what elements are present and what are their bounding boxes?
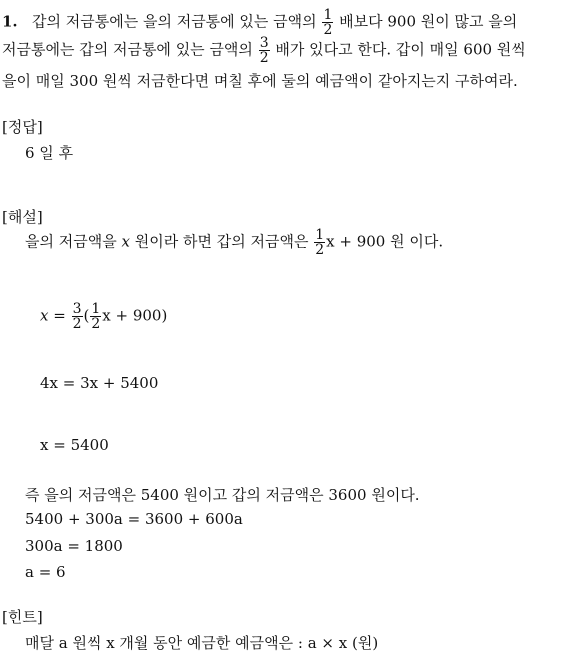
fraction-denominator: 2 xyxy=(91,316,101,332)
explanation-intro xyxy=(25,228,443,257)
explanation-line-5: 5400 + 300a = 3600 + 600a xyxy=(25,510,243,528)
hint-text: 매달 a 원씩 x 개월 동안 예금한 예금액은 : a × x (원) xyxy=(25,634,379,652)
eq1-open-paren: ( xyxy=(83,306,90,325)
explanation-line-6: 300a = 1800 xyxy=(25,537,123,555)
fraction-numerator: 3 xyxy=(259,35,269,51)
problem-line-1 xyxy=(2,8,517,37)
problem-line-3: 을이 매일 300 원씩 저금한다면 며칠 후에 둘의 예금액이 같아지는지 구하여라. xyxy=(2,72,518,90)
problem-line-2 xyxy=(2,36,526,65)
fraction-numerator: 1 xyxy=(323,7,333,23)
intro-text-c: x + 900 원 이다. xyxy=(326,232,444,251)
explanation-line-4: 즉 을의 저금액은 5400 원이고 갑의 저금액은 3600 원이다. xyxy=(25,486,420,504)
equation-3: x = 5400 xyxy=(40,436,109,454)
intro-variable: x xyxy=(121,232,130,251)
problem-text-2a: 저금통에는 갑의 저금통에 있는 금액의 xyxy=(2,40,253,59)
fraction-one-half xyxy=(90,302,101,331)
fraction-three-halves xyxy=(259,36,270,65)
fraction-denominator: 2 xyxy=(315,242,325,258)
fraction-denominator: 2 xyxy=(323,22,333,38)
explanation-line-7: a = 6 xyxy=(25,563,66,581)
explanation-header: [해설] xyxy=(2,208,43,226)
problem-text-2b: 배가 있다고 한다. 갑이 매일 600 원씩 xyxy=(275,40,526,59)
fraction-three-halves xyxy=(72,302,83,331)
fraction-numerator: 3 xyxy=(72,301,82,317)
fraction-one-half xyxy=(322,8,333,37)
hint-header: [힌트] xyxy=(2,608,43,626)
eq1-lhs: x = xyxy=(40,306,71,325)
fraction-denominator: 2 xyxy=(259,50,269,66)
fraction-numerator: 1 xyxy=(91,301,101,317)
problem-text-1b: 배보다 900 원이 많고 을의 xyxy=(339,12,518,31)
problem-text-1a: 갑의 저금통에는 을의 저금통에 있는 금액의 xyxy=(31,12,317,31)
equation-1 xyxy=(40,302,167,331)
answer-header: [정답] xyxy=(2,118,43,136)
intro-text-a: 을의 저금액을 xyxy=(25,232,117,251)
intro-text-b: 원이라 하면 갑의 저금액은 xyxy=(134,232,309,251)
fraction-denominator: 2 xyxy=(72,316,82,332)
problem-number: 1. xyxy=(2,12,18,31)
eq1-rhs: x + 900) xyxy=(102,306,168,325)
fraction-numerator: 1 xyxy=(315,227,325,243)
equation-2: 4x = 3x + 5400 xyxy=(40,374,159,392)
fraction-one-half xyxy=(314,228,325,257)
answer-text: 6 일 후 xyxy=(25,144,74,162)
